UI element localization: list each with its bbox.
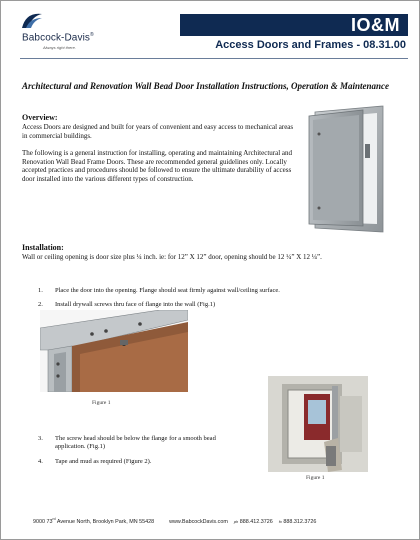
doc-subtitle: Access Doors and Frames - 08.31.00 bbox=[215, 39, 406, 51]
step-2-number: 2. bbox=[38, 301, 43, 308]
step-1-number: 1. bbox=[38, 287, 43, 294]
doc-code-banner bbox=[180, 14, 408, 36]
overview-heading: Overview: bbox=[22, 113, 58, 122]
step-4-number: 4. bbox=[38, 458, 43, 465]
installation-paragraph: Wall or ceiling opening is door size plus ¼ inch. ie: for 12” X 12” door, opening should be 12 ¼” X 12 ¼”. bbox=[22, 253, 322, 261]
brand-name: Babcock-Davis® bbox=[22, 32, 94, 44]
footer-phone: 888.412.3726 bbox=[239, 518, 273, 525]
figure-installed-door-photo bbox=[268, 376, 368, 472]
step-3-text: The screw head should be below the flange for a smooth bead application. (Fig.1) bbox=[55, 435, 216, 450]
step-4-text: Tape and mud as required (Figure 2). bbox=[55, 458, 152, 465]
footer-website[interactable]: www.BabcockDavis.com bbox=[169, 518, 228, 525]
figure-1-caption: Figure 1 bbox=[92, 400, 111, 406]
overview-paragraph-2: The following is a general instruction for installing, operating and maintaining Architectural and Renovation Wall Bead Frame Doors. These are recommended general guidelines only. Locally accepted practices and procedures should be followed to ensure the ultimate durability of access door installed into the various different types of construction. bbox=[22, 149, 293, 183]
footer-phone-label: ph bbox=[233, 518, 239, 524]
page-title: Architectural and Renovation Wall Bead Door Installation Instructions, Operation & Maintenance bbox=[22, 81, 389, 91]
access-door-product-image bbox=[305, 104, 393, 238]
step-3-number: 3. bbox=[38, 435, 43, 442]
footer-fax: 888.312.3726 bbox=[283, 518, 317, 525]
header-rule bbox=[20, 58, 408, 59]
step-2-text: Install drywall screws thru face of flange into the wall (Fig.1) bbox=[55, 301, 216, 308]
figure-1-corner-detail bbox=[40, 310, 188, 392]
doc-code: IO&M bbox=[351, 15, 400, 35]
overview-paragraph-1: Access Doors are designed and built for years of convenient and easy access to mechanical areas in commercial buildings. bbox=[22, 123, 294, 140]
babcock-davis-logo-icon bbox=[20, 10, 44, 30]
footer-address: 9000 73rd Avenue North, Brooklyn Park, MN 55428 bbox=[33, 517, 155, 525]
brand-tagline: Always right there. bbox=[43, 45, 76, 50]
figure-2-caption: Figure 1 bbox=[306, 475, 325, 481]
footer-fax-label: fx bbox=[278, 518, 282, 524]
step-1-text: Place the door into the opening. Flange should seat firmly against wall/ceiling surface. bbox=[55, 287, 280, 294]
footer-contact bbox=[33, 517, 316, 525]
installation-heading: Installation: bbox=[22, 243, 64, 252]
